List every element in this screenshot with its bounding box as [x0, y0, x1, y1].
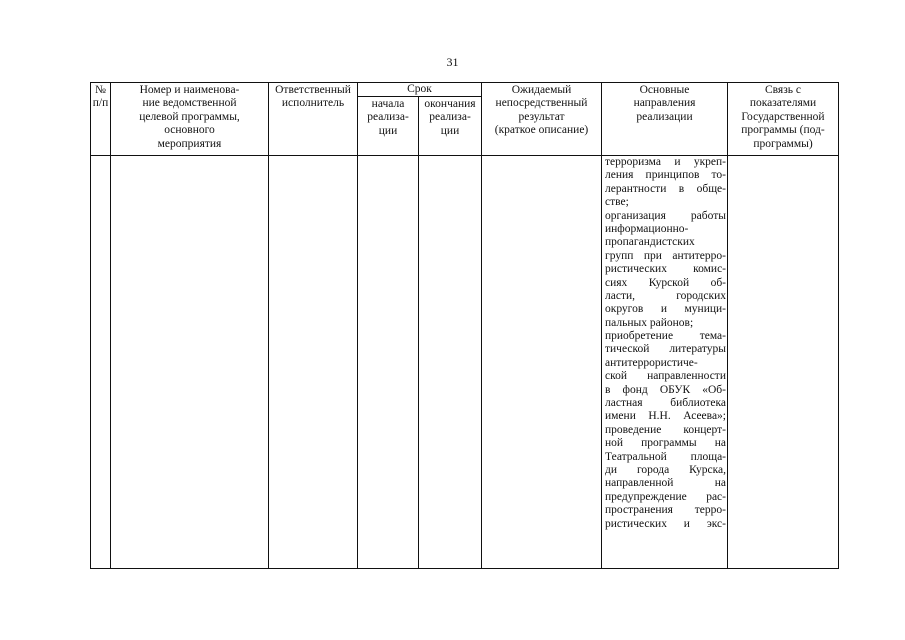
page-number: 31	[446, 55, 459, 69]
header-srok-start: начала реализа- ции	[367, 98, 409, 137]
text-line: ной программы на	[605, 437, 726, 450]
header-number: № п/п	[92, 84, 109, 110]
col-line-8	[838, 82, 839, 569]
col-line-7	[727, 82, 728, 569]
header-executor: Ответственный исполнитель	[275, 84, 351, 110]
header-main-directions: Основные направления реализации	[633, 84, 696, 123]
col-line-3	[357, 82, 358, 569]
text-line: тической литературы	[605, 343, 726, 356]
text-line: Театральной площа-	[605, 450, 726, 463]
col-line-0	[90, 82, 91, 569]
col-line-2	[268, 82, 269, 569]
text-line: пространения терро-	[605, 504, 726, 517]
text-line: направленной на	[605, 477, 726, 490]
header-srok-end: окончания реализа- ции	[424, 98, 476, 137]
text-line: приобретение тема-	[605, 330, 726, 343]
text-line: ристических и экс-	[605, 517, 726, 530]
text-line: предупреждение рас-	[605, 490, 726, 503]
text-line: ской направленности	[605, 370, 726, 383]
text-line: ления принципов то-	[605, 169, 726, 182]
plan-table	[90, 82, 839, 569]
text-line: стве;	[605, 196, 629, 209]
text-line: лерантности в обще-	[605, 182, 726, 195]
header-link-indicators: Связь с показателями Государственной программы (под- программы)	[741, 84, 825, 150]
text-line: имени Н.Н. Асеева»;	[605, 410, 726, 423]
text-line: пропагандистских	[605, 236, 695, 249]
text-line: в фонд ОБУК «Об-	[605, 383, 726, 396]
text-line: ласти, городских	[605, 289, 726, 302]
text-line: информационно-	[605, 222, 689, 235]
text-line: округов и муници-	[605, 303, 726, 316]
col-line-5	[481, 82, 482, 569]
text-line: проведение концерт-	[605, 423, 726, 436]
text-line: ристических комис-	[605, 263, 726, 276]
col-line-6	[601, 82, 602, 569]
header-expected-result: Ожидаемый непосредственный результат (краткое описание)	[494, 84, 589, 137]
header-srok: Срок	[407, 83, 432, 95]
text-line: терроризма и укреп-	[605, 156, 726, 168]
text-line: групп при антитерро-	[605, 249, 726, 262]
header-program-name: Номер и наименова- ние ведомственной целевой программы, основного мероприятия	[139, 84, 240, 150]
text-line: пальных районов;	[605, 316, 694, 329]
text-line: ластная библиотека	[605, 397, 726, 410]
main-directions-text	[605, 156, 726, 531]
text-line: антитеррористиче-	[605, 356, 698, 369]
text-line: ди города Курска,	[605, 463, 726, 476]
col-line-1	[110, 82, 111, 569]
text-line: организация работы	[605, 209, 726, 222]
col-line-4	[418, 96, 419, 569]
text-line: сиях Курской об-	[605, 276, 726, 289]
